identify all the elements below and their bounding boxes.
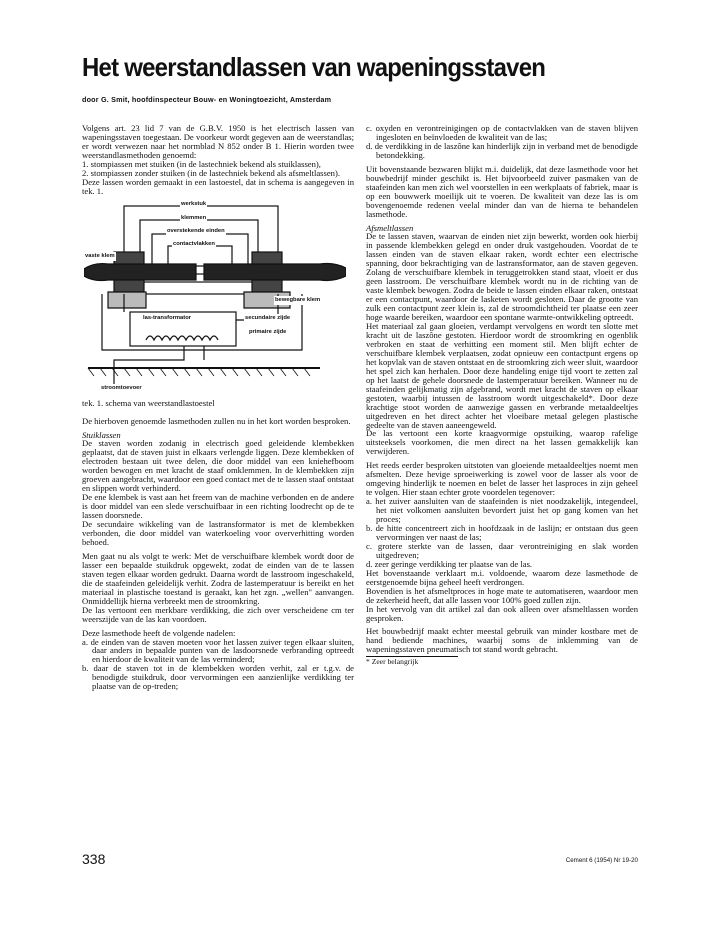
- paragraph-werkwijze: Men gaat nu als volgt te werk: Met de verschuifbare klembek wordt door de lasser een bepaalde stuikdruk opgewekt, zodat de einden van de te lassen staven tegen elkaar worden gedrukt. Daarna wordt de lasstroom ingeschakeld, die de staafeinden geleidelijk verhit. Zodra de lastemperatuur is bereikt en het materiaal in plastische toestand is geraakt, kan het zgn. „wellen" aanvangen. Onmiddellijk hierna verbreekt men de stroomkring.: [82, 550, 354, 606]
- list-item-method-2: 2. stompiassen zonder stuiken (in de lastechniek bekend als afsmeltlassen).: [82, 167, 340, 178]
- paragraph-schema: Deze lassen worden gemaakt in een lastoestel, dat in schema is aangegeven in tek. 1.: [82, 176, 354, 196]
- paragraph-afsmeltlassen-1: De te lassen staven, waarvan de einden niet zijn bewerkt, worden ook hierbij in passende klembekken gelegd en onder druk vastgehouden. Voordat de te lassen einden van de staven elkaar raken, wordt echter een electrische spanning, door bekrachtiging van de lastransformator, aan de staven gegeven. Zolang de verschuifbare klembek in teruggetrokken stand staat, vloeit er dus geen lasstroom. De verschuifbare klembek wordt nu in de richting van de vaste klembek bewogen. Zodra de beide te lassen einden elkaar raken, ontstaat er een contactpunt, waardoor de lasketen wordt gesloten. Daar de grootte van zulk een contactpunt zeer klein is, zal de stroomdichtheid ter plaatse een zeer hoge waarde bereiken, waardoor een spontane warmte-ontwikkeling optreedt.: [366, 231, 638, 323]
- label-vaste-klem: vaste klem: [85, 252, 115, 259]
- paragraph-stuiklassen-3: De secundaire wikkeling van de lastransformator is met de klembekken verbonden, die door middel van waterkoeling voor oververhitting worden behoed.: [82, 519, 354, 547]
- fixed-clamp-bottom: [114, 280, 144, 292]
- paragraph-stuiklassen-1: De staven worden zodanig in electrisch goed geleidende klembekken geplaatst, dat de staven juist in elkaars verlengde liggen. Deze klembekken of electroden bestaan uit twee delen, die door middel van een kniehefboom worden bewogen en met kracht de staaf omklemmen. In de klembekken zijn groeven aangebracht, waardoor een goed contact met de te lassen staaf ontstaat en slippen wordt verhinderd.: [82, 438, 355, 494]
- label-secundaire-zijde: secundaire zijde: [245, 314, 291, 321]
- rod-right: [204, 263, 346, 280]
- label-las-transformator: las-transformator: [143, 314, 191, 321]
- movable-clamp-top: [252, 252, 282, 264]
- movable-clamp-bottom: [252, 280, 282, 292]
- welding-apparatus-diagram: [84, 200, 346, 397]
- paragraph-bezwaren: Uit bovenstaande bezwaren blijkt m.i. duidelijk, dat deze lasmethode voor het bouwbedrijf minder geschikt is. Het bijvoorbeeld zuiver pasmaken van de staafeinden kan men zich wel voorstellen in een werkplaats of fabriek, maar is op een bouwwerk moeilijk uit te voeren. De kwaliteit van deze las is om bovengenoemde redenen veelal minder dan van de hierna te behandelen lasmethode.: [366, 163, 638, 219]
- journal-reference: Cement 6 (1954) Nr 19-20: [565, 857, 638, 864]
- list-item-nadeel-b: b. daar de staven tot in de klembekken worden verhit, zal er t.g.v. de benodigde stuikdruk, door vervormingen een aanzienlijke verdikking ter plaatse van de op-treden;: [82, 663, 354, 692]
- paragraph-vervolg: In het vervolg van dit artikel zal dan ook alleen over afsmeltlassen worden gesproken.: [366, 603, 638, 623]
- paragraph-stuiklassen-2: De ene klembek is vast aan het freem van de machine verbonden en de andere is door middel van een slede verschuifbaar in een richting loodrecht op de te lassen doorsnede.: [82, 492, 354, 521]
- list-item-voordeel-b: b. de hitte concentreert zich in hoofdzaak in de laslijn; er ontstaan dus geen vervormingen ver naast de las;: [366, 522, 638, 542]
- paragraph-bouwbedrijf: Het bouwbedrijf maakt echter meestal gebruik van minder kostbare met de hand bediende machines, waarbij soms de inklemming van de wapeningsstaven pneumatisch tot stand wordt gebracht.: [366, 626, 638, 655]
- paragraph-automatisering: Bovendien is het afsmeltproces in hoge mate te automatiseren, waardoor men de zekerheid heeft, dat alle lassen voor 100% goed zullen zijn.: [366, 585, 638, 605]
- paragraph-verdikking: De las vertoont een merkbare verdikking, die zich over verscheidene cm ter weerszijde van de las kan voordoen.: [82, 604, 354, 624]
- paragraph-nadelen-intro: Deze lasmethode heeft de volgende nadelen:: [82, 627, 236, 638]
- page-number: 338: [82, 851, 106, 867]
- label-stroomtoevoer: stroomtoevoer: [101, 384, 142, 391]
- transformer-coil: [146, 336, 218, 340]
- label-overstekende-einden: overstekende einden: [167, 227, 225, 234]
- list-item-method-1: 1. stompiassen met stuiken (in de lastechniek bekend als stuiklassen),: [82, 158, 321, 169]
- list-item-nadeel-c: c. oxyden en verontreinigingen op de contactvlakken van de staven blijven ingesloten en beïnvloeden de kwaliteit van de las;: [366, 123, 638, 142]
- article-byline: door G. Smit, hoofdinspecteur Bouw- en Woningtoezicht, Amsterdam: [82, 95, 332, 104]
- label-primaire-zijde: primaire zijde: [249, 328, 287, 335]
- list-item-voordeel-c: c. grotere sterkte van de lassen, daar verontreiniging en slak worden uitgedreven;: [366, 540, 638, 560]
- rod-left: [84, 263, 196, 280]
- section-heading-stuiklassen: Stuiklassen: [82, 429, 121, 440]
- section-heading-afsmeltlassen: Afsmeltlassen: [366, 222, 414, 233]
- list-item-voordeel-a: a. het zuiver aansluiten van de staafeinden is niet noodzakelijk, integendeel, het niet volkomen aansluiten bevordert juist het op gang komen van het proces;: [366, 496, 638, 525]
- label-bewegbare-klem: bewegbare klem: [275, 296, 321, 303]
- label-klemmen: klemmen: [181, 214, 207, 221]
- article-title: Het weerstandlassen van wapeningsstaven: [82, 52, 546, 82]
- list-item-nadeel-d: d. de verdikking in de laszône kan hinderlijk zijn in verband met de benodigde betondekking.: [366, 140, 638, 160]
- left-column: [82, 124, 354, 691]
- diagram-contact-box: [168, 246, 232, 266]
- ground-hatching: [88, 368, 310, 376]
- primary-wires: [114, 346, 204, 386]
- figure-caption: tek. 1. schema van weerstandlastoestel: [82, 397, 215, 408]
- label-werkstuk: werkstuk: [181, 200, 207, 207]
- paragraph-uitstoten: Het reeds eerder besproken uitstoten van gloeiende metaaldeeltjes noemt men afsmelten. Deze hevige sproeiwerking is zowel voor de lasser als voor de omgeving hinderlijk te noemen en belet de lasser het lasproces in zijn geheel te volgen. Hier staan echter grote voordelen tegenover:: [366, 460, 638, 498]
- right-column: [366, 124, 638, 667]
- footnote: * Zeer belangrijk: [366, 657, 419, 667]
- paragraph-afsmeltlassen-2: Het materiaal zal gaan gloeien, verdampt vervolgens en wordt ten slotte met kracht uit de laszône gestoten. Hierdoor wordt de stroomkring en ogenblik verbroken en staat de verhitting een moment stil. Men blijft echter de verschuifbare klembek verplaatsen, zodat opnieuw een contactpunt ergens op het kopvlak van de staven ontstaat en de stroomkring zich weer sluit, waardoor het spel zich kan herhalen. Door deze handeling enige tijd voort te zetten zal op het laatst de gehele doorsnede de lastemperatuur bereiken. Wanneer nu de staafeinden gelijkmatig zijn afgebrand, wordt met kracht de staven op elkaar gestoten, waarbij intussen de lasstroom wordt uitgeschakeld*. Door deze krachtige stoot worden de aanwezige gassen en verbrande metaaldeeltjes uitgedreven en het direct achter het vloeibare metaal gelegen plastische gedeelte van de staven aaneengeweld.: [366, 321, 638, 430]
- paragraph-afsmeltlassen-3: De las vertoont een korte kraagvormige opstuiking, waarop rafelige uitsteeksels voorkomen, die men direct na het lassen gemakkelijk kan verwijderen.: [366, 428, 638, 457]
- paragraph-conclusie: Het bovenstaande verklaart m.i. voldoende, waarom deze lasmethode de eerstgenoemde bijna geheel heeft verdrongen.: [366, 567, 638, 587]
- list-item-voordeel-d: d. zeer geringe verdikking ter plaatse van de las.: [366, 558, 533, 569]
- fixed-clamp-body: [108, 292, 146, 308]
- fixed-clamp-top: [114, 252, 144, 264]
- list-item-nadeel-a: a. de einden van de staven moeten voor het lassen zuiver tegen elkaar sluiten, daar anders in bepaalde punten van de lasdoorsnede verbranding optreedt en hierdoor de kwaliteit van de las verminderd;: [82, 636, 354, 665]
- label-contactvlakken: contactvlakken: [173, 240, 215, 247]
- paragraph-intro: Volgens art. 23 lid 7 van de G.B.V. 1950 is het electrisch lassen van wapeningsstaven toegestaan. De voorkeur wordt gegeven aan de weerstandlas; er wordt verwezen naar het normblad N 852 onder B 1. Hierin worden twee weerstandlasmethoden genoemd:: [82, 123, 354, 160]
- paragraph-hierboven: De hierboven genoemde lasmethoden zullen nu in het kort worden besproken.: [82, 415, 351, 426]
